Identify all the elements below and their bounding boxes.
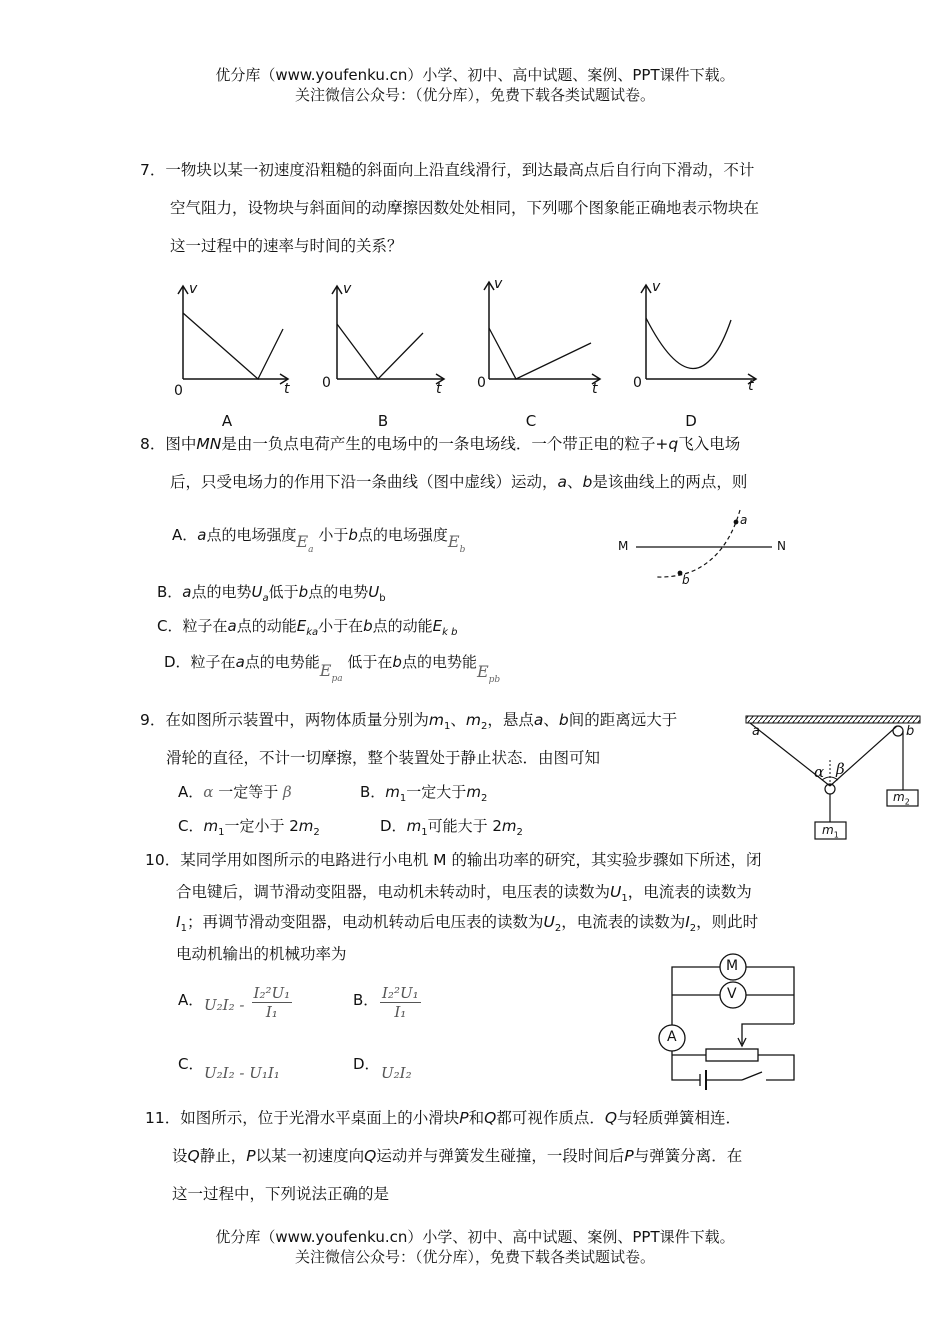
q7-graph-b-label: B bbox=[377, 412, 389, 430]
q8-line-2: 后，只受电场力的作用下沿一条曲线（图中虚线）运动，a、b是该曲线上的两点，则 bbox=[170, 473, 748, 491]
q7-b-v-label: v bbox=[343, 281, 352, 297]
q7-graph-d-label: D bbox=[685, 412, 697, 430]
q7-line-1: 7．一物块以某一初速度沿粗糙的斜面向上沿直线滑行，到达最高点后自行向下滑动，不计 bbox=[140, 161, 755, 179]
q10-option-c-expr[interactable]: U₂I₂ - U₁I₁ bbox=[204, 1064, 280, 1082]
q10-option-a-label[interactable]: A． bbox=[178, 991, 204, 1009]
q7-line-3: 这一过程中的速率与时间的关系？ bbox=[170, 237, 403, 255]
footer-line-1: 优分库（www.youfenku.cn）小学、初中、高中试题、案例、PPT课件下载。 bbox=[215, 1228, 735, 1246]
q7-d-t-label: t bbox=[748, 378, 754, 394]
q8-fig-b: b bbox=[682, 573, 690, 587]
q9-option-b[interactable]: B．$m_1$一定大于$m_2$ bbox=[360, 783, 488, 804]
q7-a-origin: 0 bbox=[174, 383, 183, 399]
q7-c-v-label: v bbox=[494, 276, 503, 292]
q8-option-d[interactable]: D．粒子在a点的电势能$E_{pa}$ 低于在b点的电势能$E_{pb}$ bbox=[164, 653, 501, 685]
q7-d-origin: 0 bbox=[633, 375, 642, 391]
q7-a-t-label: t bbox=[284, 381, 290, 397]
header-line-2: 关注微信公众号：（优分库），免费下载各类试题试卷。 bbox=[294, 86, 655, 104]
q7-line-2: 空气阻力，设物块与斜面间的动摩擦因数处处相同，下列哪个图象能正确地表示物块在 bbox=[170, 199, 760, 217]
q8-fig-n: N bbox=[777, 539, 786, 553]
q10-line-2: 合电键后，调节滑动变阻器，电动机未转动时，电压表的读数为$U_1$，电流表的读数为 bbox=[176, 883, 752, 905]
q9-fig-beta: β bbox=[836, 760, 845, 778]
q9-fig-m2: $m_2$ bbox=[893, 790, 910, 807]
q8-option-a[interactable]: A．a点的电场强度$E_a$ 小于b点的电场强度$E_b$ bbox=[172, 526, 466, 555]
q10-option-d-expr[interactable]: U₂I₂ bbox=[381, 1064, 412, 1082]
q7-graph-c-label: C bbox=[525, 412, 537, 430]
q8-option-b[interactable]: B．a点的电势$U_a$低于b点的电势$U_b$ bbox=[157, 583, 386, 604]
q9-fig-m1: $m_1$ bbox=[822, 823, 839, 840]
q10-option-c-label[interactable]: C． bbox=[178, 1055, 204, 1073]
q10-option-b-label[interactable]: B． bbox=[353, 991, 379, 1009]
q9-line-2: 滑轮的直径，不计一切摩擦，整个装置处于静止状态．由图可知 bbox=[166, 749, 601, 767]
q9-option-a[interactable]: A．α 一定等于 β bbox=[178, 783, 292, 801]
q10-line-1: 10．某同学用如图所示的电路进行小电机 M 的输出功率的研究，其实验步骤如下所述，闭 bbox=[145, 851, 762, 869]
q11-line-2: 设Q静止，P以某一初速度向Q运动并与弹簧发生碰撞，一段时间后P与弹簧分离．在 bbox=[172, 1147, 743, 1165]
q11-line-1: 11．如图所示，位于光滑水平桌面上的小滑块P和Q都可视作质点．Q与轻质弹簧相连． bbox=[145, 1109, 742, 1127]
q10-line-3: $I_1$；再调节滑动变阻器，电动机转动后电压表的读数为$U_2$，电流表的读数为$I_2$，则此时 bbox=[176, 913, 759, 935]
q7-a-v-label: v bbox=[189, 281, 198, 297]
q7-c-origin: 0 bbox=[477, 375, 486, 391]
q8-fig-m: M bbox=[618, 539, 629, 553]
q9-fig-alpha: α bbox=[814, 763, 825, 781]
q10-fig-voltmeter: V bbox=[727, 986, 737, 1002]
q8-line-1: 8．图中MN是由一负点电荷产生的电场中的一条电场线．一个带正电的粒子+q飞入电场 bbox=[140, 435, 741, 453]
q10-option-d-label[interactable]: D． bbox=[353, 1055, 380, 1073]
q8-fig-a: a bbox=[740, 513, 748, 527]
q7-graph-a-label: A bbox=[221, 412, 233, 430]
header-line-1: 优分库（www.youfenku.cn）小学、初中、高中试题、案例、PPT课件下载。 bbox=[215, 66, 735, 84]
q9-fig-b: b bbox=[906, 724, 915, 739]
q10-fig-ammeter: A bbox=[667, 1029, 677, 1045]
q7-b-t-label: t bbox=[436, 381, 442, 397]
q7-d-v-label: v bbox=[652, 279, 661, 295]
q9-option-d[interactable]: D．$m_1$可能大于 $2m_2$ bbox=[380, 817, 523, 838]
q11-line-3: 这一过程中，下列说法正确的是 bbox=[172, 1185, 390, 1203]
q7-b-origin: 0 bbox=[322, 375, 331, 391]
q10-line-4: 电动机输出的机械功率为 bbox=[176, 945, 347, 963]
q8-option-c[interactable]: C．粒子在a点的动能$E_{ka}$小于在b点的动能$E_{k b}$ bbox=[157, 617, 458, 638]
q10-fig-motor: M bbox=[726, 958, 739, 974]
q9-fig-a: a bbox=[752, 724, 760, 739]
q10-option-b-expr[interactable]: $\frac{\text{I₂²U₁}}{\text{I₁}}$ bbox=[382, 984, 419, 1021]
q10-option-a-expr[interactable]: U₂I₂ - $\frac{\text{I₂²U₁}}{\text{I₁}}$ bbox=[204, 984, 291, 1021]
q9-option-c[interactable]: C．$m_1$一定小于 $2m_2$ bbox=[178, 817, 320, 838]
q7-c-t-label: t bbox=[592, 381, 598, 397]
q9-line-1: 9．在如图所示装置中，两物体质量分别为$m_1$、$m_2$，悬点a、b间的距离远大于 bbox=[140, 711, 678, 733]
footer-line-2: 关注微信公众号：（优分库），免费下载各类试题试卷。 bbox=[294, 1248, 655, 1266]
